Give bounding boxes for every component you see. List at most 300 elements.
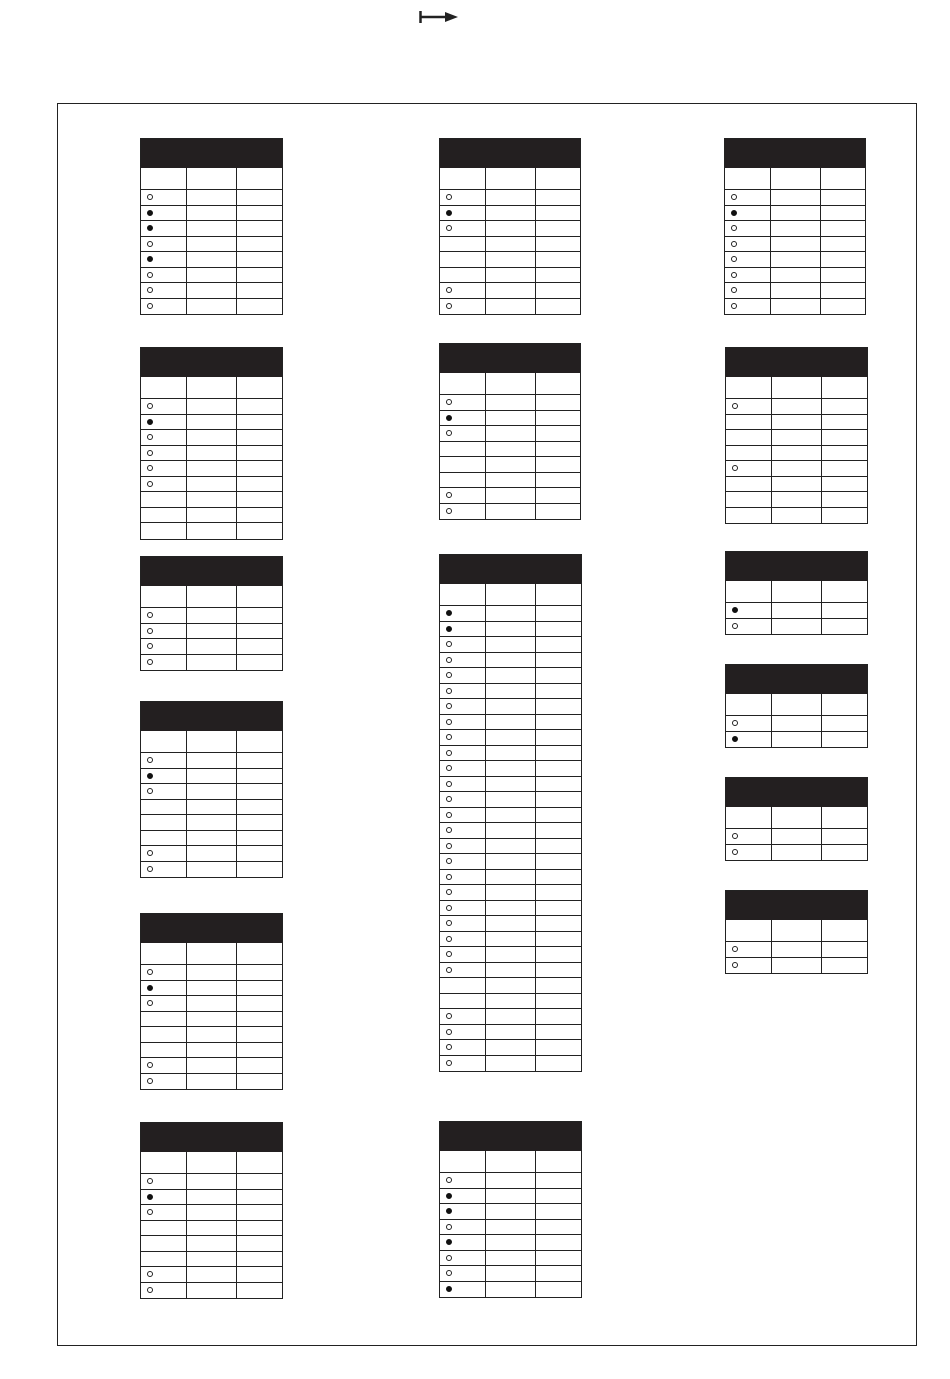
table-header: [141, 557, 282, 586]
table-cell: [141, 430, 187, 445]
empty-circle-icon: [732, 720, 738, 726]
table-cell: [822, 619, 867, 635]
table-cell: [141, 1190, 187, 1205]
empty-circle-icon: [147, 612, 153, 618]
table-row: [440, 1056, 581, 1072]
table-row: [141, 1027, 282, 1043]
table-cell: [187, 1252, 237, 1267]
table-cell: [822, 581, 867, 602]
table-cell: [536, 488, 580, 503]
empty-circle-icon: [732, 849, 738, 855]
empty-circle-icon: [446, 430, 452, 436]
table-row: [726, 845, 867, 861]
table-cell: [237, 206, 282, 221]
table-row: [141, 252, 282, 268]
table-cell: [440, 1220, 486, 1235]
table-cell: [725, 168, 771, 189]
table-cell: [440, 854, 486, 869]
empty-circle-icon: [446, 920, 452, 926]
table-row: [726, 619, 867, 635]
table-cell: [440, 1173, 486, 1188]
table-cell: [486, 839, 536, 854]
table-cell: [141, 415, 187, 430]
table-cell: [536, 622, 581, 637]
table-subheader: [725, 168, 865, 190]
table-cell: [536, 1151, 581, 1172]
empty-circle-icon: [732, 623, 738, 629]
table-cell: [237, 1074, 282, 1090]
table-cell: [772, 430, 822, 445]
table-row: [440, 978, 581, 994]
table-row: [440, 1220, 581, 1236]
table-cell: [187, 1012, 237, 1027]
empty-circle-icon: [147, 788, 153, 794]
table-row: [440, 854, 581, 870]
table-cell: [141, 862, 187, 878]
table-cell: [237, 753, 282, 768]
table-cell: [237, 168, 282, 189]
table-cell: [237, 862, 282, 878]
table-row: [440, 777, 581, 793]
table-cell: [237, 268, 282, 283]
table-cell: [821, 206, 865, 221]
table-cell: [187, 523, 237, 539]
table-subheader: [726, 581, 867, 603]
empty-circle-icon: [147, 1062, 153, 1068]
table-subheader: [141, 586, 282, 608]
table-row: [141, 753, 282, 769]
empty-circle-icon: [446, 936, 452, 942]
table-row: [725, 206, 865, 222]
table-cell: [440, 1251, 486, 1266]
table-cell: [726, 492, 772, 507]
table-cell: [237, 377, 282, 398]
table-cell: [187, 943, 237, 964]
table-cell: [726, 716, 772, 731]
col3-table2: [725, 347, 868, 524]
table-cell: [771, 206, 821, 221]
filled-circle-icon: [446, 610, 452, 616]
table-header: [726, 891, 867, 920]
table-cell: [141, 965, 187, 980]
table-row: [440, 268, 580, 284]
table-cell: [536, 237, 580, 252]
table-row: [440, 1251, 581, 1267]
table-cell: [536, 584, 581, 605]
table-cell: [440, 1151, 486, 1172]
table-row: [141, 283, 282, 299]
table-cell: [141, 784, 187, 799]
empty-circle-icon: [147, 757, 153, 763]
table-cell: [141, 624, 187, 639]
table-cell: [237, 1012, 282, 1027]
empty-circle-icon: [732, 403, 738, 409]
table-row: [440, 457, 580, 473]
table-cell: [821, 268, 865, 283]
table-cell: [725, 268, 771, 283]
table-cell: [822, 694, 867, 715]
table-cell: [187, 624, 237, 639]
table-cell: [187, 1058, 237, 1073]
table-cell: [821, 221, 865, 236]
table-cell: [237, 800, 282, 815]
table-cell: [187, 981, 237, 996]
table-cell: [486, 761, 536, 776]
table-row: [141, 1012, 282, 1028]
table-row: [141, 268, 282, 284]
empty-circle-icon: [147, 1078, 153, 1084]
table-cell: [536, 963, 581, 978]
table-header: [726, 665, 867, 694]
table-cell: [237, 1152, 282, 1173]
table-cell: [141, 800, 187, 815]
table-row: [440, 622, 581, 638]
table-row: [726, 508, 867, 524]
table-cell: [440, 622, 486, 637]
table-cell: [486, 411, 536, 426]
table-cell: [440, 299, 486, 315]
table-cell: [822, 732, 867, 748]
table-cell: [141, 1027, 187, 1042]
table-row: [141, 1190, 282, 1206]
table-header: [726, 348, 867, 377]
table-row: [440, 442, 580, 458]
table-row: [440, 637, 581, 653]
empty-circle-icon: [446, 781, 452, 787]
table-cell: [141, 377, 187, 398]
table-cell: [822, 845, 867, 861]
table-row: [725, 237, 865, 253]
table-cell: [187, 784, 237, 799]
table-cell: [440, 1266, 486, 1281]
table-cell: [237, 655, 282, 671]
table-cell: [187, 1236, 237, 1251]
table-cell: [440, 1009, 486, 1024]
table-cell: [237, 1058, 282, 1073]
table-cell: [486, 168, 536, 189]
table-row: [440, 426, 580, 442]
table-cell: [237, 831, 282, 846]
empty-circle-icon: [446, 889, 452, 895]
table-cell: [440, 283, 486, 298]
empty-circle-icon: [446, 858, 452, 864]
table-cell: [237, 299, 282, 315]
table-cell: [486, 684, 536, 699]
table-row: [726, 477, 867, 493]
table-cell: [187, 800, 237, 815]
filled-circle-icon: [446, 1208, 452, 1214]
table-cell: [141, 943, 187, 964]
table-header: [440, 1122, 581, 1151]
table-cell: [726, 829, 772, 844]
table-cell: [237, 1205, 282, 1220]
table-row: [440, 653, 581, 669]
table-cell: [536, 1009, 581, 1024]
table-row: [141, 508, 282, 524]
table-cell: [822, 477, 867, 492]
table-cell: [536, 1266, 581, 1281]
table-cell: [486, 395, 536, 410]
table-cell: [726, 942, 772, 957]
table-cell: [486, 699, 536, 714]
col2-table3: [439, 554, 582, 1072]
table-cell: [486, 488, 536, 503]
table-row: [726, 603, 867, 619]
table-cell: [726, 377, 772, 398]
table-row: [141, 862, 282, 878]
table-cell: [486, 1009, 536, 1024]
empty-circle-icon: [446, 688, 452, 694]
table-cell: [440, 411, 486, 426]
table-row: [440, 252, 580, 268]
table-cell: [187, 492, 237, 507]
table-cell: [440, 252, 486, 267]
table-cell: [726, 603, 772, 618]
empty-circle-icon: [147, 628, 153, 634]
table-cell: [141, 753, 187, 768]
table-row: [141, 415, 282, 431]
table-row: [141, 815, 282, 831]
table-row: [440, 668, 581, 684]
table-cell: [486, 1235, 536, 1250]
table-cell: [141, 221, 187, 236]
empty-circle-icon: [147, 659, 153, 665]
table-cell: [440, 457, 486, 472]
table-cell: [771, 237, 821, 252]
table-cell: [237, 1221, 282, 1236]
table-cell: [822, 492, 867, 507]
table-cell: [536, 808, 581, 823]
table-cell: [772, 377, 822, 398]
table-cell: [486, 1173, 536, 1188]
filled-circle-icon: [147, 1194, 153, 1200]
table-cell: [440, 715, 486, 730]
table-cell: [187, 168, 237, 189]
table-cell: [486, 1282, 536, 1298]
table-row: [725, 299, 865, 315]
table-cell: [725, 237, 771, 252]
table-cell: [141, 1205, 187, 1220]
empty-circle-icon: [446, 225, 452, 231]
table-cell: [536, 684, 581, 699]
table-subheader: [726, 807, 867, 829]
table-cell: [237, 1267, 282, 1282]
table-cell: [486, 221, 536, 236]
table-cell: [536, 777, 581, 792]
table-subheader: [141, 943, 282, 965]
table-row: [440, 221, 580, 237]
table-cell: [141, 477, 187, 492]
empty-circle-icon: [731, 256, 737, 262]
table-cell: [536, 637, 581, 652]
empty-circle-icon: [731, 303, 737, 309]
table-row: [141, 639, 282, 655]
table-cell: [237, 608, 282, 623]
table-cell: [725, 283, 771, 298]
table-cell: [141, 731, 187, 752]
table-row: [141, 996, 282, 1012]
empty-circle-icon: [732, 833, 738, 839]
table-cell: [187, 446, 237, 461]
table-cell: [536, 1056, 581, 1072]
empty-circle-icon: [446, 1224, 452, 1230]
table-cell: [187, 252, 237, 267]
table-row: [726, 829, 867, 845]
table-cell: [536, 299, 580, 315]
table-cell: [822, 508, 867, 524]
empty-circle-icon: [446, 967, 452, 973]
table-cell: [440, 761, 486, 776]
table-cell: [772, 461, 822, 476]
table-cell: [486, 947, 536, 962]
table-cell: [440, 1040, 486, 1055]
table-cell: [440, 168, 486, 189]
table-cell: [187, 1043, 237, 1058]
table-row: [440, 488, 580, 504]
table-subheader: [440, 584, 581, 606]
table-cell: [237, 815, 282, 830]
table-cell: [726, 477, 772, 492]
table-cell: [822, 716, 867, 731]
table-row: [440, 916, 581, 932]
table-cell: [486, 637, 536, 652]
empty-circle-icon: [446, 303, 452, 309]
table-cell: [726, 415, 772, 430]
table-cell: [237, 965, 282, 980]
table-cell: [237, 283, 282, 298]
filled-circle-icon: [147, 210, 153, 216]
table-cell: [771, 252, 821, 267]
table-cell: [440, 190, 486, 205]
table-cell: [440, 932, 486, 947]
table-subheader: [141, 731, 282, 753]
table-cell: [725, 190, 771, 205]
empty-circle-icon: [147, 643, 153, 649]
table-cell: [486, 1220, 536, 1235]
table-cell: [822, 461, 867, 476]
table-cell: [821, 283, 865, 298]
table-cell: [187, 731, 237, 752]
empty-circle-icon: [446, 750, 452, 756]
table-cell: [536, 221, 580, 236]
table-cell: [187, 1283, 237, 1299]
table-row: [141, 1283, 282, 1299]
table-row: [725, 283, 865, 299]
table-row: [141, 237, 282, 253]
empty-circle-icon: [147, 850, 153, 856]
empty-circle-icon: [446, 905, 452, 911]
table-cell: [187, 206, 237, 221]
table-row: [440, 932, 581, 948]
table-cell: [772, 716, 822, 731]
table-cell: [187, 221, 237, 236]
table-cell: [536, 653, 581, 668]
table-row: [440, 730, 581, 746]
table-header: [725, 139, 865, 168]
table-cell: [772, 619, 822, 635]
table-cell: [536, 1251, 581, 1266]
table-cell: [771, 268, 821, 283]
filled-circle-icon: [147, 985, 153, 991]
empty-circle-icon: [732, 946, 738, 952]
col3-table6: [725, 890, 868, 974]
table-cell: [486, 1204, 536, 1219]
table-row: [141, 221, 282, 237]
table-cell: [771, 299, 821, 315]
table-cell: [141, 1283, 187, 1299]
table-cell: [237, 1027, 282, 1042]
empty-circle-icon: [147, 1209, 153, 1215]
table-cell: [486, 442, 536, 457]
empty-circle-icon: [446, 1029, 452, 1035]
empty-circle-icon: [147, 241, 153, 247]
empty-circle-icon: [446, 827, 452, 833]
table-cell: [536, 854, 581, 869]
table-cell: [486, 978, 536, 993]
table-row: [141, 1252, 282, 1268]
table-cell: [141, 299, 187, 315]
table-cell: [726, 446, 772, 461]
table-cell: [536, 699, 581, 714]
table-row: [440, 684, 581, 700]
table-row: [141, 831, 282, 847]
table-subheader: [726, 377, 867, 399]
table-cell: [772, 958, 822, 974]
table-cell: [486, 823, 536, 838]
table-cell: [237, 1236, 282, 1251]
empty-circle-icon: [147, 303, 153, 309]
table-cell: [187, 655, 237, 671]
table-cell: [486, 622, 536, 637]
table-cell: [440, 426, 486, 441]
table-cell: [486, 1040, 536, 1055]
table-cell: [440, 1204, 486, 1219]
table-cell: [141, 492, 187, 507]
table-row: [725, 268, 865, 284]
table-cell: [187, 430, 237, 445]
table-cell: [771, 283, 821, 298]
table-cell: [187, 377, 237, 398]
table-cell: [440, 916, 486, 931]
table-cell: [822, 942, 867, 957]
table-row: [141, 523, 282, 539]
table-row: [141, 1205, 282, 1221]
table-cell: [772, 732, 822, 748]
table-cell: [237, 523, 282, 539]
empty-circle-icon: [147, 465, 153, 471]
table-cell: [486, 963, 536, 978]
empty-circle-icon: [446, 492, 452, 498]
table-cell: [536, 606, 581, 621]
empty-circle-icon: [446, 703, 452, 709]
empty-circle-icon: [147, 450, 153, 456]
table-cell: [772, 399, 822, 414]
table-cell: [536, 473, 580, 488]
table-cell: [771, 190, 821, 205]
table-cell: [237, 731, 282, 752]
table-cell: [536, 268, 580, 283]
table-cell: [141, 1012, 187, 1027]
table-row: [726, 415, 867, 431]
table-cell: [440, 963, 486, 978]
table-cell: [726, 399, 772, 414]
table-cell: [141, 831, 187, 846]
table-cell: [772, 581, 822, 602]
empty-circle-icon: [731, 287, 737, 293]
table-cell: [486, 730, 536, 745]
table-cell: [726, 619, 772, 635]
table-cell: [141, 237, 187, 252]
